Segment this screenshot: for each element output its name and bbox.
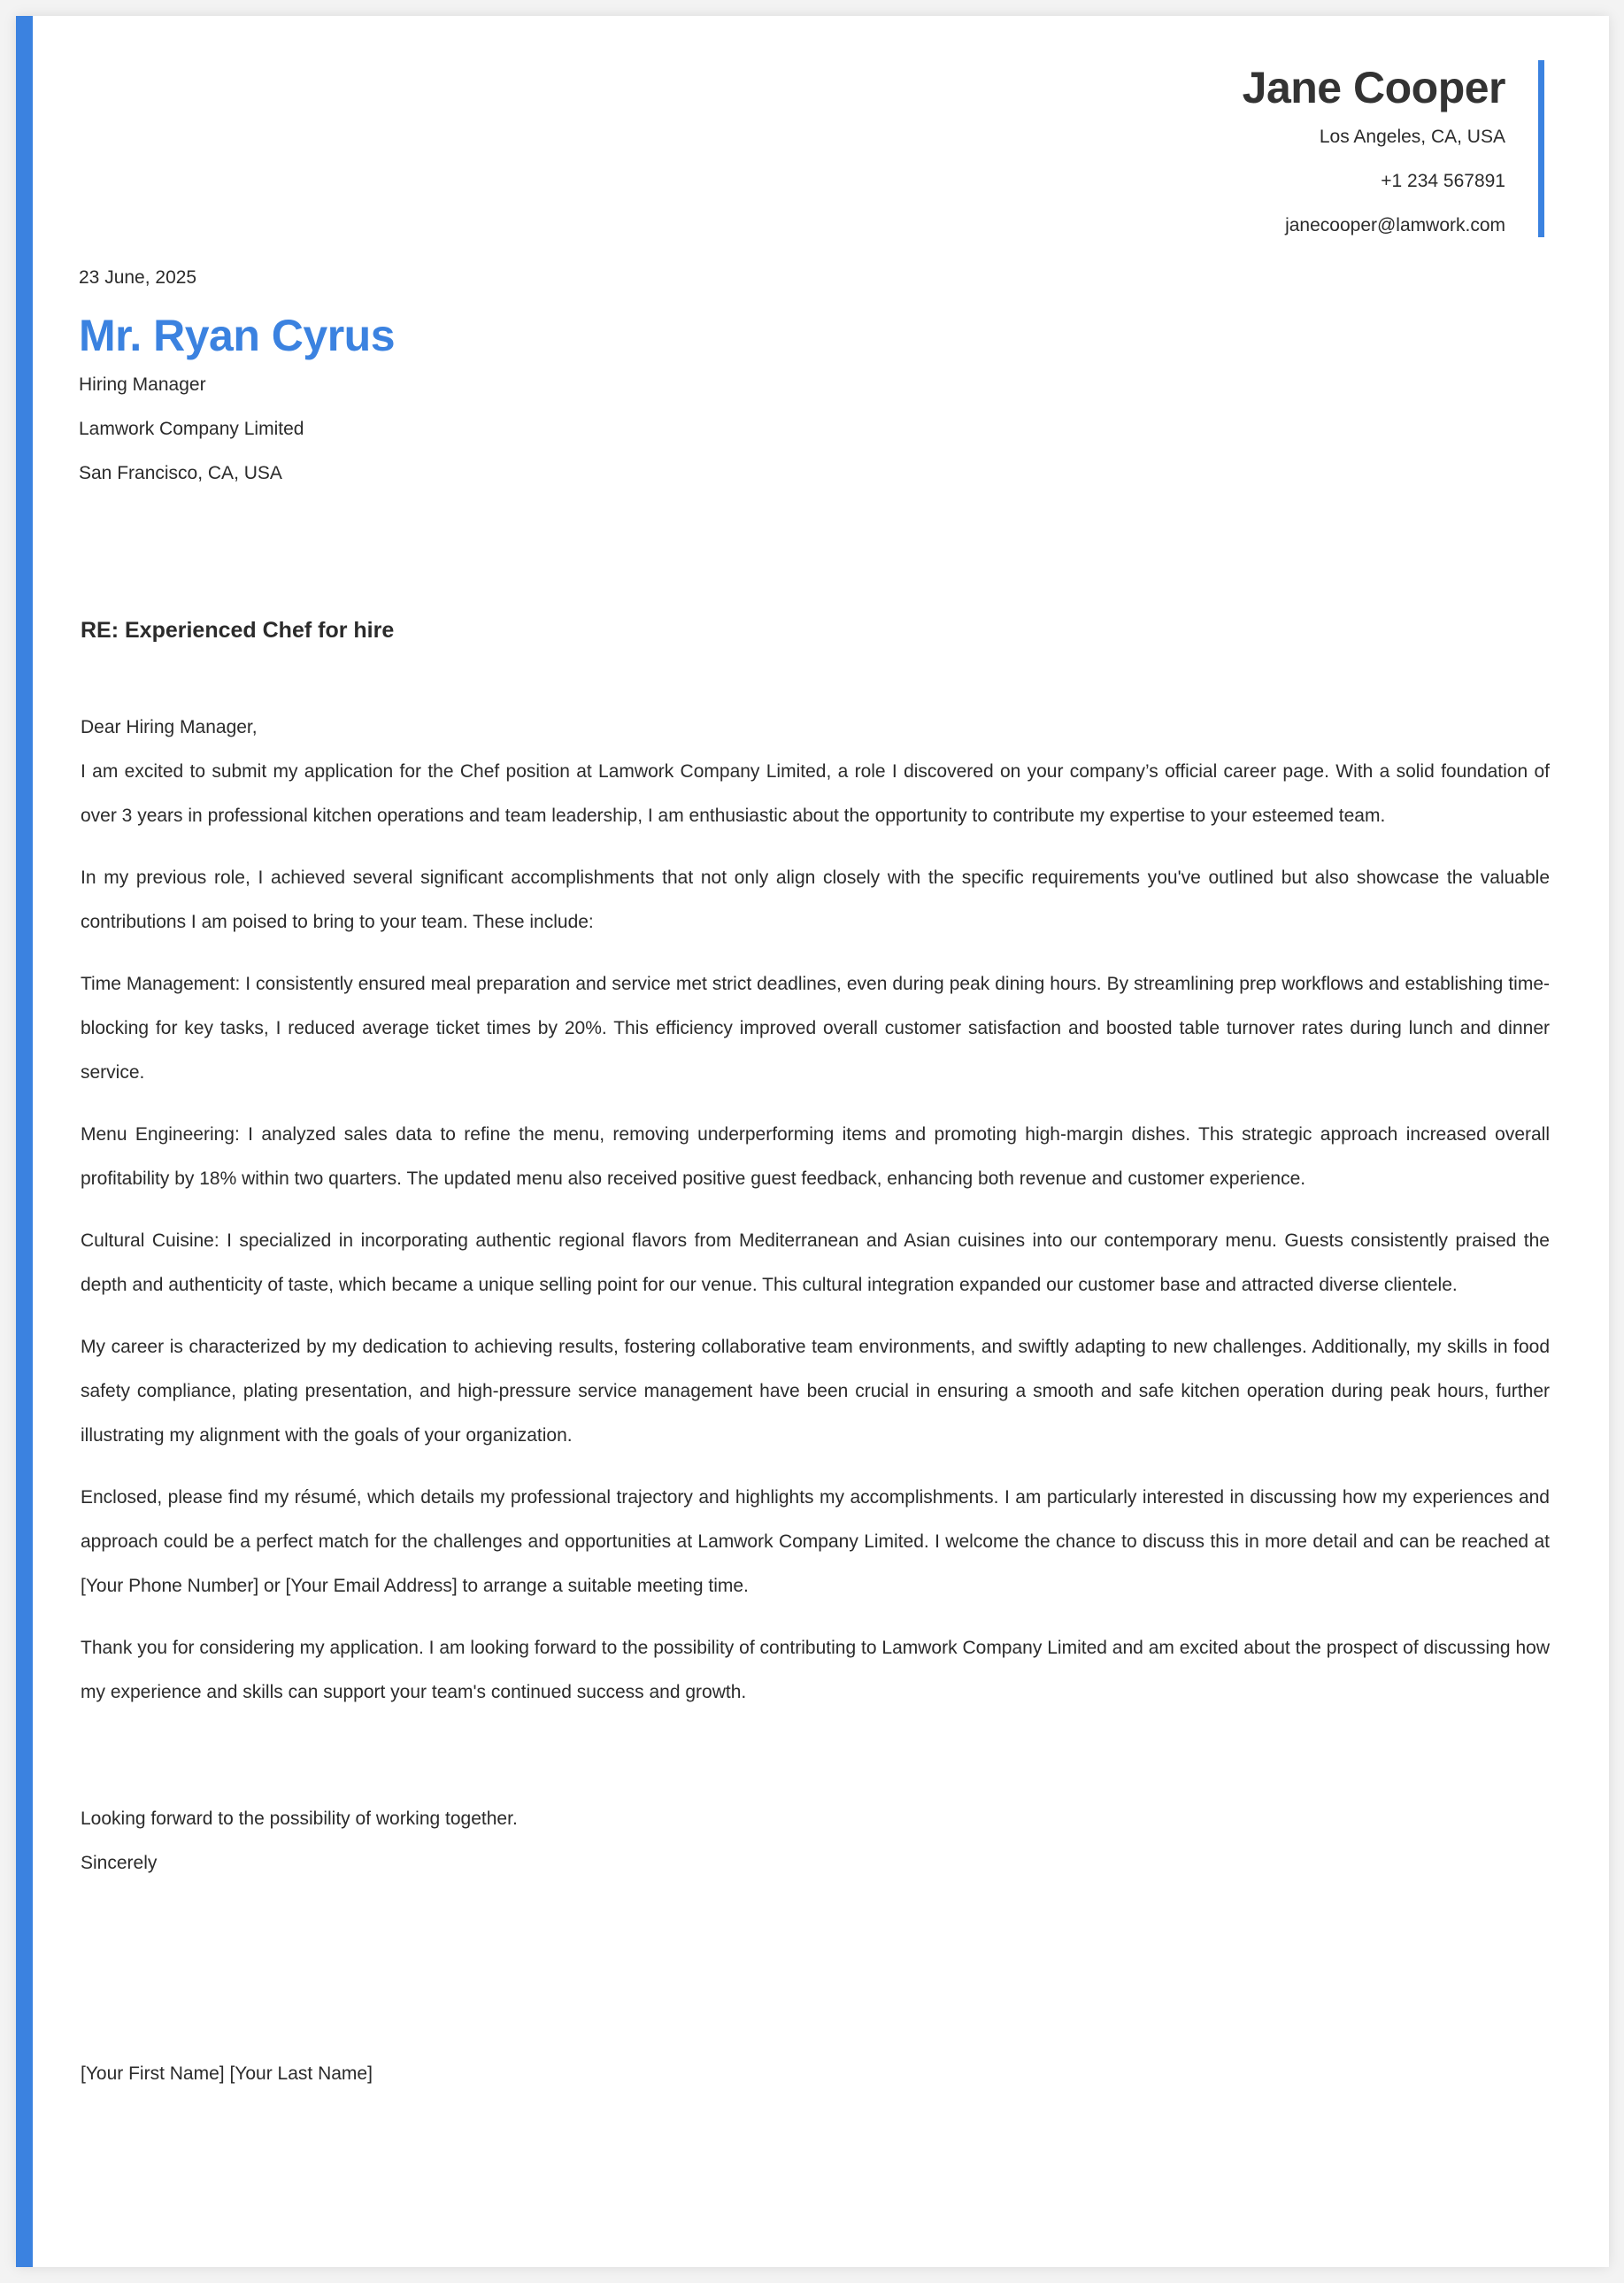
body-paragraph: Menu Engineering: I analyzed sales data to refine the menu, removing underperforming items and promoting high-margin dishes. This strategic approach increased overall profitability by 18% within two quarters. The updated menu also received positive guest feedback, enhancing both revenue and customer experience. [81,1124,1550,1189]
recipient-title: Hiring Manager [79,374,206,395]
recipient-location: San Francisco, CA, USA [79,463,282,483]
closing-line: Looking forward to the possibility of working together. [81,1809,518,1829]
recipient-block [79,308,395,496]
sender-location: Los Angeles, CA, USA [1319,127,1505,147]
closing-signoff: Sincerely [81,1853,158,1873]
sender-name: Jane Cooper [1242,63,1505,112]
body-paragraph: Thank you for considering my application. I am looking forward to the possibility of contributing to Lamwork Company Limited and am excited about the prospect of discussing how my experience and skills can support your team's continued success and growth. [81,1638,1550,1702]
header-accent-bar [1538,60,1544,237]
body-paragraph: In my previous role, I achieved several significant accomplishments that not only align closely with the specific requirements you've outlined but also showcase the valuable contributions I am poised to bring to your team. These include: [81,868,1550,932]
recipient-company: Lamwork Company Limited [79,419,304,439]
body-paragraph: My career is characterized by my dedication to achieving results, fostering collaborative team environments, and swiftly adapting to new challenges. Additionally, my skills in food safety compliance, plating presentation, and high-pressure service management have been crucial in ensuring a smooth and safe kitchen operation during peak hours, further illustrating my alignment with the goals of your organization. [81,1337,1550,1446]
accent-side-bar [16,16,33,2267]
sender-email: janecooper@lamwork.com [1285,215,1505,235]
signature-name: [Your First Name] [Your Last Name] [81,2063,373,2084]
sender-phone: +1 234 567891 [1381,171,1505,191]
letter-page [16,16,1609,2267]
closing-block [81,1797,518,1886]
recipient-name: Mr. Ryan Cyrus [79,311,396,360]
body-paragraph: Enclosed, please find my résumé, which details my professional trajectory and highlights my accomplishments. I am particularly interested in discussing how my experiences and approach could be a perfect match for the challenges and opportunities at Lamwork Company Limited. I welcome the chance to discuss this in more detail and can be reached at [Your Phone Number] or [Your Email Address] to arrange a suitable meeting time. [81,1487,1550,1596]
body-paragraph: Cultural Cuisine: I specialized in incorporating authentic regional flavors from Mediterranean and Asian cuisines into our contemporary menu. Guests consistently praised the depth and authenticity of taste, which became a unique selling point for our venue. This cultural integration expanded our customer base and attracted diverse clientele. [81,1230,1550,1295]
body-paragraph: Time Management: I consistently ensured meal preparation and service met strict deadlines, even during peak dining hours. By streamlining prep workflows and establishing time-blocking for key tasks, I reduced average ticket times by 20%. This efficiency improved overall customer satisfaction and boosted table turnover rates during lunch and dinner service. [81,974,1550,1083]
salutation: Dear Hiring Manager, [81,717,258,737]
letter-subject: RE: Experienced Chef for hire [81,618,395,643]
sender-header [1243,60,1505,248]
body-paragraph: I am excited to submit my application for the Chef position at Lamwork Company Limited, a role I discovered on your company’s official career page. With a solid foundation of over 3 years in professional kitchen operations and team leadership, I am enthusiastic about the opportunity to contribute my expertise to your esteemed team. [81,761,1550,826]
letter-date: 23 June, 2025 [79,267,197,288]
letter-body [81,714,1550,1732]
